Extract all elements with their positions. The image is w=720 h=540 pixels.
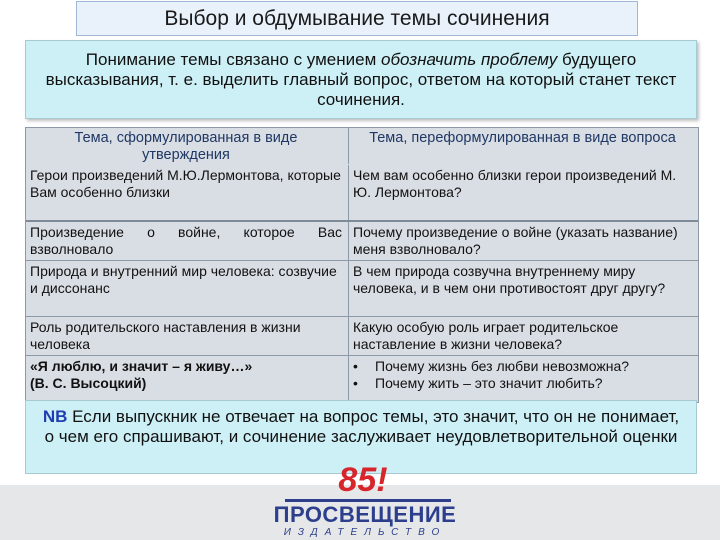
row-question — [348, 356, 698, 400]
row-question: Какую особую роль играет родительское наставление в жизни человека? — [348, 317, 698, 355]
slide-title — [76, 1, 638, 36]
table-header-row — [26, 128, 698, 164]
logo-name: ПРОСВЕЩЕНИЕ — [273, 502, 457, 527]
note-paragraph — [36, 407, 686, 447]
table-row — [26, 165, 698, 220]
table-row — [26, 222, 698, 260]
publisher-logo — [265, 463, 465, 540]
header-question: Тема, переформулированная в виде вопроса — [348, 128, 698, 164]
row-statement: Герои произведений М.Ю.Лермонтова, которые Вам особенно близки — [30, 167, 341, 200]
row-statement: Произведение о войне, которое Вас взволновало — [30, 224, 342, 257]
list-item — [353, 358, 692, 375]
header-statement: Тема, сформулированная в виде утверждения — [74, 130, 298, 163]
row-statement — [26, 356, 348, 400]
bullet-icon: • — [353, 358, 358, 374]
bullet-text: Почему жить – это значит любить? — [375, 375, 603, 391]
intro-box — [25, 40, 697, 119]
table-row — [26, 356, 698, 400]
table-row — [26, 317, 698, 355]
note-text: Если выпускник не отвечает на вопрос темы, это значит, что он не понимает, о чем его спрашивают, и сочинение заслуживает неудовлетворительной оценки — [44, 407, 680, 446]
bullet-text: Почему жизнь без любви невозможна? — [375, 358, 630, 374]
intro-paragraph — [41, 50, 681, 110]
row-question: Почему произведение о войне (указать название) меня взволновало? — [348, 222, 698, 260]
logo-subtitle: ИЗДАТЕЛЬСТВО — [283, 527, 447, 538]
intro-text-start: Понимание темы связано с умением — [85, 49, 382, 69]
nb-mark: NB — [42, 407, 68, 426]
row-question: В чем природа созвучна внутреннему миру человека, и в чем они противостоят друг другу? — [348, 261, 698, 316]
bullet-icon: • — [353, 375, 358, 391]
intro-text-end: будущего высказывания, т. е. выделить главный вопрос, ответом на который станет текст сочинения. — [45, 49, 677, 109]
slide-title-text: Выбор и обдумывание темы сочинения — [164, 6, 550, 30]
intro-emphasis: обозначить проблему — [381, 49, 558, 69]
row-statement: Природа и внутренний мир человека: созвучие и диссонанс — [30, 263, 337, 296]
row-statement: Роль родительского наставления в жизни человека — [30, 319, 301, 352]
row-question: Чем вам особенно близки герои произведений М. Ю. Лермонтова? — [348, 165, 698, 220]
list-item — [353, 375, 692, 392]
quote-line: «Я люблю, и значит – я живу…» — [30, 358, 253, 374]
quote-author: (В. С. Высоцкий) — [30, 375, 147, 391]
logo-anniversary-number: 85! — [338, 461, 388, 499]
topics-table — [25, 127, 699, 403]
table-row — [26, 261, 698, 316]
